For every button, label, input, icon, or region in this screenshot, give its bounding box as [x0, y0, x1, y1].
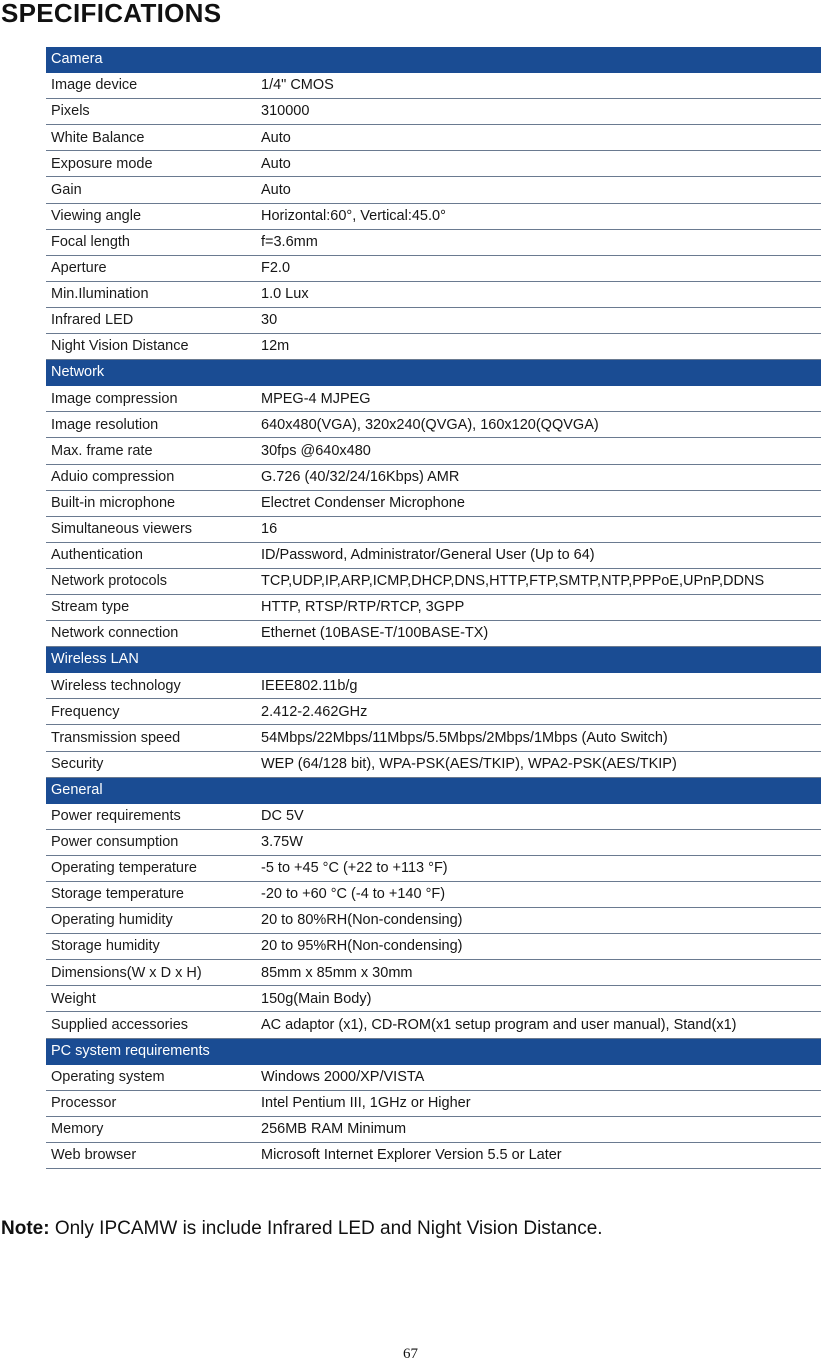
spec-value: WEP (64/128 bit), WPA-PSK(AES/TKIP), WPA2-PSK(AES/TKIP)	[257, 751, 821, 777]
spec-label: Network protocols	[46, 568, 257, 594]
note	[1, 1218, 603, 1240]
spec-value: HTTP, RTSP/RTP/RTCP, 3GPP	[257, 594, 821, 620]
spec-label: Image resolution	[46, 412, 257, 438]
spec-row	[46, 829, 821, 855]
spec-row	[46, 281, 821, 307]
spec-label: Exposure mode	[46, 151, 257, 177]
spec-row	[46, 516, 821, 542]
spec-label: Dimensions(W x D x H)	[46, 960, 257, 986]
spec-value: ID/Password, Administrator/General User (Up to 64)	[257, 542, 821, 568]
spec-value: 20 to 80%RH(Non-condensing)	[257, 908, 821, 934]
spec-value: Windows 2000/XP/VISTA	[257, 1064, 821, 1090]
spec-row	[46, 1064, 821, 1090]
spec-value: f=3.6mm	[257, 229, 821, 255]
spec-row	[46, 934, 821, 960]
section-title: Network	[46, 360, 821, 386]
spec-row	[46, 438, 821, 464]
spec-row	[46, 464, 821, 490]
spec-value: Auto	[257, 177, 821, 203]
spec-value: 1/4" CMOS	[257, 73, 821, 99]
spec-row	[46, 803, 821, 829]
spec-label: Supplied accessories	[46, 1012, 257, 1038]
spec-row	[46, 125, 821, 151]
spec-label: Operating temperature	[46, 855, 257, 881]
spec-row	[46, 490, 821, 516]
spec-label: Power consumption	[46, 829, 257, 855]
spec-row	[46, 568, 821, 594]
spec-label: Network connection	[46, 621, 257, 647]
spec-row	[46, 855, 821, 881]
spec-value: 1.0 Lux	[257, 281, 821, 307]
spec-row	[46, 334, 821, 360]
page-title: SPECIFICATIONS	[1, 0, 222, 28]
spec-row	[46, 699, 821, 725]
spec-label: Max. frame rate	[46, 438, 257, 464]
spec-label: Simultaneous viewers	[46, 516, 257, 542]
section-header-row	[46, 360, 821, 386]
specifications-table	[46, 47, 821, 1169]
spec-row	[46, 1142, 821, 1168]
spec-value: Microsoft Internet Explorer Version 5.5 or Later	[257, 1142, 821, 1168]
spec-row	[46, 1012, 821, 1038]
spec-value: 310000	[257, 99, 821, 125]
spec-label: Viewing angle	[46, 203, 257, 229]
spec-label: Image device	[46, 73, 257, 99]
spec-label: Wireless technology	[46, 673, 257, 699]
spec-value: G.726 (40/32/24/16Kbps) AMR	[257, 464, 821, 490]
spec-label: Web browser	[46, 1142, 257, 1168]
spec-label: Aperture	[46, 255, 257, 281]
spec-value: 640x480(VGA), 320x240(QVGA), 160x120(QQVGA)	[257, 412, 821, 438]
spec-row	[46, 908, 821, 934]
spec-label: Gain	[46, 177, 257, 203]
spec-row	[46, 751, 821, 777]
spec-row	[46, 307, 821, 333]
spec-row	[46, 386, 821, 412]
spec-label: Storage temperature	[46, 882, 257, 908]
spec-label: Operating humidity	[46, 908, 257, 934]
spec-value: 30	[257, 307, 821, 333]
spec-value: 20 to 95%RH(Non-condensing)	[257, 934, 821, 960]
section-title: Camera	[46, 47, 821, 73]
specifications-table-body	[46, 47, 821, 1169]
spec-label: Aduio compression	[46, 464, 257, 490]
page-number: 67	[403, 1346, 418, 1362]
spec-row	[46, 986, 821, 1012]
spec-value: 2.412-2.462GHz	[257, 699, 821, 725]
spec-label: Authentication	[46, 542, 257, 568]
spec-label: Power requirements	[46, 803, 257, 829]
spec-value: F2.0	[257, 255, 821, 281]
spec-label: White Balance	[46, 125, 257, 151]
spec-value: Ethernet (10BASE-T/100BASE-TX)	[257, 621, 821, 647]
section-title: PC system requirements	[46, 1038, 821, 1064]
spec-row	[46, 1090, 821, 1116]
spec-value: Intel Pentium III, 1GHz or Higher	[257, 1090, 821, 1116]
spec-label: Processor	[46, 1090, 257, 1116]
spec-label: Image compression	[46, 386, 257, 412]
spec-row	[46, 412, 821, 438]
spec-label: Operating system	[46, 1064, 257, 1090]
spec-row	[46, 73, 821, 99]
spec-value: Electret Condenser Microphone	[257, 490, 821, 516]
spec-value: 16	[257, 516, 821, 542]
spec-value: TCP,UDP,IP,ARP,ICMP,DHCP,DNS,HTTP,FTP,SMTP,NTP,PPPoE,UPnP,DDNS	[257, 568, 821, 594]
spec-row	[46, 151, 821, 177]
spec-label: Memory	[46, 1116, 257, 1142]
spec-value: 85mm x 85mm x 30mm	[257, 960, 821, 986]
spec-value: 3.75W	[257, 829, 821, 855]
spec-value: MPEG-4 MJPEG	[257, 386, 821, 412]
spec-label: Weight	[46, 986, 257, 1012]
spec-value: Auto	[257, 125, 821, 151]
spec-label: Stream type	[46, 594, 257, 620]
spec-value: 30fps @640x480	[257, 438, 821, 464]
spec-row	[46, 177, 821, 203]
spec-value: IEEE802.11b/g	[257, 673, 821, 699]
spec-label: Frequency	[46, 699, 257, 725]
spec-label: Security	[46, 751, 257, 777]
spec-value: AC adaptor (x1), CD-ROM(x1 setup program and user manual), Stand(x1)	[257, 1012, 821, 1038]
spec-row	[46, 255, 821, 281]
spec-label: Storage humidity	[46, 934, 257, 960]
spec-value: DC 5V	[257, 803, 821, 829]
spec-row	[46, 99, 821, 125]
spec-label: Night Vision Distance	[46, 334, 257, 360]
spec-row	[46, 594, 821, 620]
note-label: Note:	[1, 1218, 50, 1239]
spec-row	[46, 621, 821, 647]
spec-row	[46, 542, 821, 568]
section-title: General	[46, 777, 821, 803]
spec-row	[46, 203, 821, 229]
spec-label: Pixels	[46, 99, 257, 125]
spec-value: 12m	[257, 334, 821, 360]
note-text: Only IPCAMW is include Infrared LED and Night Vision Distance.	[49, 1218, 603, 1239]
spec-label: Focal length	[46, 229, 257, 255]
spec-value: 256MB RAM Minimum	[257, 1116, 821, 1142]
spec-value: -5 to +45 °C (+22 to +113 °F)	[257, 855, 821, 881]
spec-value: 54Mbps/22Mbps/11Mbps/5.5Mbps/2Mbps/1Mbps (Auto Switch)	[257, 725, 821, 751]
spec-value: 150g(Main Body)	[257, 986, 821, 1012]
spec-row	[46, 882, 821, 908]
spec-row	[46, 1116, 821, 1142]
spec-row	[46, 725, 821, 751]
spec-row	[46, 960, 821, 986]
section-title: Wireless LAN	[46, 647, 821, 673]
spec-label: Built-in microphone	[46, 490, 257, 516]
spec-label: Min.Ilumination	[46, 281, 257, 307]
spec-label: Transmission speed	[46, 725, 257, 751]
section-header-row	[46, 777, 821, 803]
spec-value: Horizontal:60°, Vertical:45.0°	[257, 203, 821, 229]
section-header-row	[46, 47, 821, 73]
section-header-row	[46, 647, 821, 673]
spec-value: Auto	[257, 151, 821, 177]
spec-row	[46, 229, 821, 255]
spec-label: Infrared LED	[46, 307, 257, 333]
spec-value: -20 to +60 °C (-4 to +140 °F)	[257, 882, 821, 908]
section-header-row	[46, 1038, 821, 1064]
spec-row	[46, 673, 821, 699]
